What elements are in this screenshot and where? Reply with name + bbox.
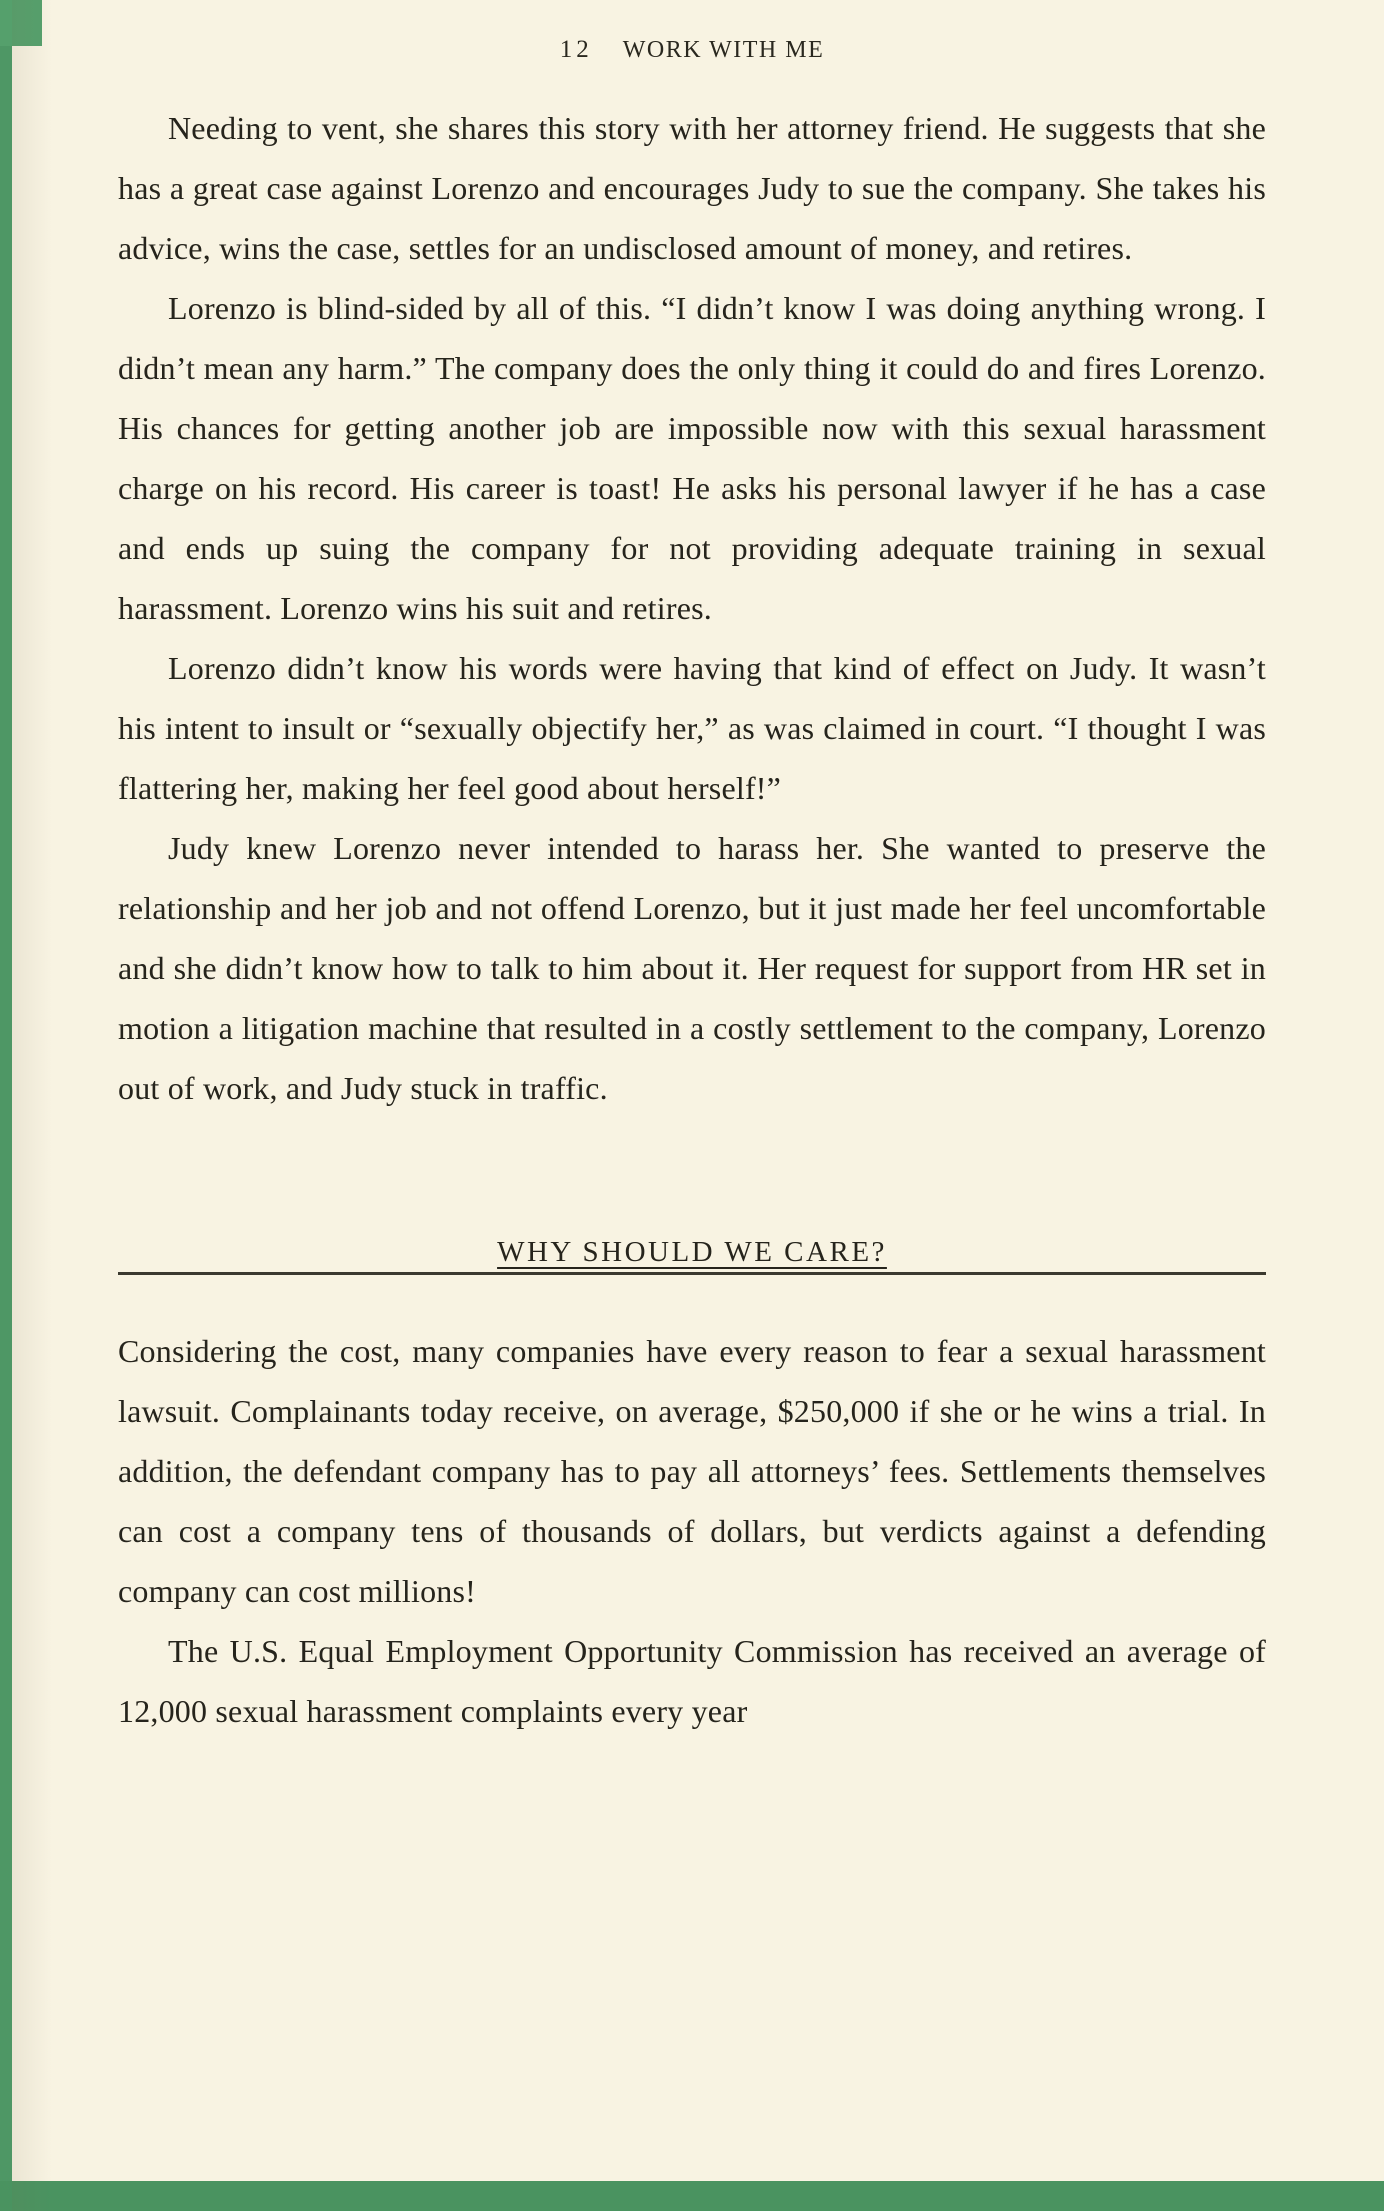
running-head	[118, 36, 1266, 64]
story-paragraph-3: Lorenzo didn’t know his words were having that kind of effect on Judy. It wasn’t his intent to insult or “sexually objectify her,” as was claimed in court. “I thought I was flattering her, making her feel good about herself!”	[118, 650, 1266, 806]
page-content	[118, 36, 1266, 1741]
book-cover-edge-left	[0, 0, 12, 2211]
section-paragraph-1: Considering the cost, many companies have every reason to fear a sexual harassment lawsuit. Complainants today receive, on average, $250,000 if she or he wins a trial. In addition, the defendant company has to pay all attorneys’ fees. Settlements themselves can cost a company tens of thousands of dollars, but verdicts against a defending company can cost millions!	[118, 1333, 1266, 1609]
story-paragraph-1: Needing to vent, she shares this story with her attorney friend. He suggests that she has a great case against Lorenzo and encourages Judy to sue the company. She takes his advice, wins the case, settles for an undisclosed amount of money, and retires.	[118, 110, 1266, 266]
section-heading-text: WHY SHOULD WE CARE?	[497, 1236, 887, 1268]
page-gutter-shadow	[12, 0, 52, 2211]
story-paragraph-2: Lorenzo is blind-sided by all of this. “I didn’t know I was doing anything wrong. I didn’t mean any harm.” The company does the only thing it could do and fires Lorenzo. His chances for getting another job are impossible now with this sexual harassment charge on his record. His career is toast! He asks his personal lawyer if he has a case and ends up suing the company for not providing adequate training in sexual harassment. Lorenzo wins his suit and retires.	[118, 290, 1266, 626]
section-heading	[118, 1236, 1266, 1275]
section-paragraph-2: The U.S. Equal Employment Opportunity Commission has received an average of 12,000 sexual harassment complaints every year	[118, 1633, 1266, 1729]
story-paragraph-4: Judy knew Lorenzo never intended to harass her. She wanted to preserve the relationship and her job and not offend Lorenzo, but it just made her feel uncomfortable and she didn’t know how to talk to him about it. Her request for support from HR set in motion a litigation machine that resulted in a costly settlement to the company, Lorenzo out of work, and Judy stuck in traffic.	[118, 830, 1266, 1106]
page-number: 12	[559, 36, 593, 63]
book-cover-edge-bottom	[0, 2181, 1384, 2211]
book-cover-corner-top-left	[0, 0, 42, 46]
running-head-title: WORK WITH ME	[622, 37, 825, 63]
